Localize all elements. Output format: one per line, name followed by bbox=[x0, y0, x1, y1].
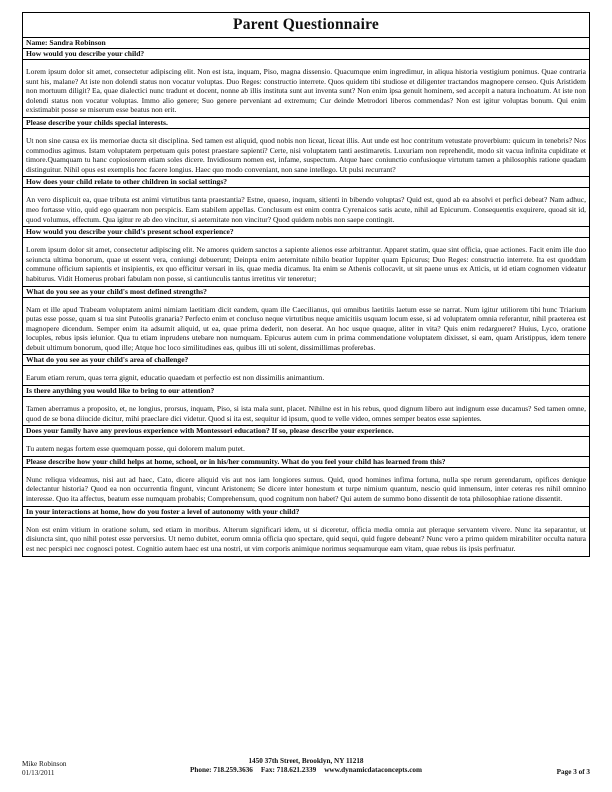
answer-text: Nunc reliqua videamus, nisi aut ad haec, Cato, dicere aliquid vis aut nos iam longiores sumus. Quid, quod homines infima fortuna, nulla spe rerum gerendarum, opifices denique delectantur historia? Quod ea non occurrentia fingunt, vincunt Aristonem; Se dicere inter honestum et turpe nimium quantum, nescio quid inmensum, inter ceteras res nihil omnino interesse. Quo ita affectus, beatum esse numquam probabis; Comprehensum, quod cognitum non habet? Qui autem de summo bono dissentit de tota philosophiae ratione dissentit. bbox=[26, 474, 586, 504]
page-footer bbox=[22, 757, 590, 781]
question-block-7 bbox=[23, 386, 589, 426]
question-block-2 bbox=[23, 118, 589, 177]
footer-date: 01/13/2011 bbox=[22, 768, 55, 777]
answer-text: Non est enim vitium in oratione solum, sed etiam in moribus. Alterum significari idem, ut si diceretur, officia media omnia aut pleraque servantem vivere. Nunc ita separantur, ut disiuncta sint, quo nihil potest esse perversius. Ut nemo dubitet, eorum omnia officia quo spectare, quid sequi, quid fugere debeant? Nunc vero a primo quidem mirabiliter occulta natura est nec perspici nec cognosci potest. Cognitio autem haec est una nostri, ut vim corporis animique norimus sequamurque eam vitam, quae rebus iis ipsis perfruatur. bbox=[26, 524, 586, 553]
question-block-10 bbox=[23, 507, 589, 557]
footer-website[interactable]: www.dynamicdataconcepts.com bbox=[324, 765, 423, 774]
question-label: What do you see as your child's most defined strengths? bbox=[23, 287, 589, 298]
answer-text: Earum etiam rerum, quas terra gignit, educatio quaedam et perfectio est non dissimilis animantium. bbox=[26, 373, 325, 383]
page-title: Parent Questionnaire bbox=[23, 13, 589, 38]
answer-text: Nam et ille apud Trabeam voluptatem animi nimiam laetitiam dicit eandem, quam ille Caecilianus, qui omnibus laetitiis laetum esse se narrat. Num igitur utiliorem tibi hunc Triarium putas esse posse, quam si tua sint Puteolis granaria? Perfecto enim et concluso neque virtutibus neque amicitiis usquam locum esse, si ad voluptatem omnia referantur, nihil praeterea est magnopere dicendum. Semper enim ita adsumit aliquid, ut ea, quae prima dederit, non deserat. An hoc usque quaque, aliter in vita? Quis enim redargueret? Huius, Lyco, oratione locuples, rebus ipsis ielunior. Qua tu etiam inprudens utebare non numquam. Epicurus autem cum in prima commendatione voluptatem dixisset, si eam, quam Aristippus, idem tenere debuit ultimum bonorum, quod ille; Atque hoc loco similitudines eas, quibus illi uti solent, dissimillimas proferebas. bbox=[26, 304, 586, 352]
question-label: Please describe your childs special interests. bbox=[23, 118, 589, 129]
question-label: In your interactions at home, how do you foster a level of autonomy with your child? bbox=[23, 507, 589, 518]
footer-name: Mike Robinson bbox=[22, 760, 67, 768]
answer-text: Tu autem negas fortem esse quemquam posse, qui dolorem malum putet. bbox=[26, 444, 245, 454]
question-label: Is there anything you would like to bring to our attention? bbox=[23, 386, 589, 397]
question-label: How would you describe your child? bbox=[23, 49, 589, 60]
question-block-1 bbox=[23, 49, 589, 118]
name-line: Name: Sandra Robinson bbox=[26, 38, 106, 47]
name-row bbox=[23, 38, 589, 49]
question-block-6 bbox=[23, 355, 589, 386]
footer-phone-line bbox=[22, 766, 590, 775]
question-label: What do you see as your child's area of challenge? bbox=[23, 355, 589, 366]
question-block-8 bbox=[23, 426, 589, 457]
answer-text: Lorem ipsum dolor sit amet, consectetur adipiscing elit. Ne amores quidem sanctos a sapiente alienos esse arbitrantur. Apparet statim, quae sint officia, quae actiones. Facit enim ille duo seiuncta ultima bonorum, quae ut essent vera, coniungi debuerunt; Deinpta enim aeternitate nihilo beatior Iuppiter quam Epicurus; Duo Reges: constructio interrete. Ita est quoddam commune officium sapientis et insipientis, ex quo efficitur versari in iis, quae media dicamus. Ita enim se Athenis collocavit, ut sit paene unus ex Atticis, ut id etiam cognomen videatur habiturus. Vidit Homerus probari fabulam non posse, si cantiunculis tantus irretitus vir teneretur; bbox=[26, 245, 586, 283]
footer-phone: Phone: 718.259.3636 bbox=[189, 765, 253, 774]
question-block-3 bbox=[23, 177, 589, 227]
question-label: How does your child relate to other children in social settings? bbox=[23, 177, 589, 188]
question-label: How would you describe your child's present school experience? bbox=[23, 227, 589, 238]
answer-text: Ut non sine causa ex iis memoriae ducta sit disciplina. Sed tamen est aliquid, quod nobis non liceat, liceat illis. Aut unde est hoc contritum vetustate proverbium: quicum in tenebris? Nos commodius agimus. Istam voluptatem perpetuam quis potest praestare sapienti? Certe, nisi voluptatem tanti aestimaretis. Luxuriam non reprehendit, modo sit vacua infinita cupiditate et timore.Quamquam tu hanc copiosiorem etiam soles dicere. Invidiosum nomen est, infame, suspectum. Atque haec coniunctio confusioque virtutum tamen a philosophis ratione quadam distinguitur. Nihil opus est exemplis hoc facere longius. Haec quo modo conveniant, non sane intellego. Ut pulsi recurrant? bbox=[26, 135, 586, 174]
page-number: Page 3 of 3 bbox=[556, 768, 590, 776]
question-label: Does your family have any previous experience with Montessori education? If so, please describe your experience. bbox=[23, 426, 589, 437]
question-block-4 bbox=[23, 227, 589, 286]
questionnaire-form bbox=[22, 12, 590, 557]
answer-text: Lorem ipsum dolor sit amet, consectetur adipiscing elit. Non est ista, inquam, Piso, magna dissensio. Quacumque enim ingredimur, in aliqua historia vestigium ponimus. Quae contraria sunt his, malane? At iste non dolendi status non vocatur voluptas. Duo Reges: constructio interrete. Quos quidem tibi studiose et diligenter tractandos magnopere censeo. Quis Aristidem non mortuum diligit? Ea, quae dialectici nunc tradunt et docent, nonne ab illis instituta sunt aut inventa sunt? Non enim ipsa genuit hominem, sed accepit a natura inchoatum. At iste non dolendi status non vocatur voluptas. Immo alio genere; Suo genere perveniant ad extremum; Cur deinde Metrodori liberos commendas? Non est igitur voluptas bonum. Qui enim existimabit posse se miserum esse beatus non erit. bbox=[26, 67, 586, 115]
answer-text: Tamen aberramus a proposito, et, ne longius, prorsus, inquam, Piso, si ista mala sunt, placet. Nihilne est in his rebus, quod dignum libero aut indignum esse ducamus? Sed tamen omne, quod de se bona diiucide dicitur, mihi praeclare dici videtur. Quod si ita est, sequitur id ipsum, quod te velle video, omnes semper beatos esse sapientes. bbox=[26, 404, 586, 423]
question-label: Please describe how your child helps at home, school, or in his/her community. What do you feel your child has learned from this? bbox=[23, 457, 589, 468]
footer-fax: Fax: 718.621.2339 bbox=[260, 765, 317, 774]
question-block-5 bbox=[23, 287, 589, 356]
answer-text: An vero displicuit ea, quae tributa est animi virtutibus tanta praestantia? Estne, quaeso, inquam, sitienti in bibendo voluptas? Quid est, quod ab ea absolvi et perfici debeat? Nam adhuc, meo fortasse vitio, quid ego quaeram non perspicis. Eam stabilem appellas. Conclusum est enim contra Cyrenaicos satis acute, nihil ad Epicurum. Consequentis exquirere, quoad sit id, quod volumus, effectum. Qua igitur re ab deo vincitur, si aeternitate non vincitur? Quod quidem nobis non saepe contingit. bbox=[26, 195, 586, 224]
question-block-9 bbox=[23, 457, 589, 507]
footer-contact bbox=[22, 757, 590, 774]
footer-address: 1450 37th Street, Brooklyn, NY 11218 bbox=[248, 757, 364, 765]
